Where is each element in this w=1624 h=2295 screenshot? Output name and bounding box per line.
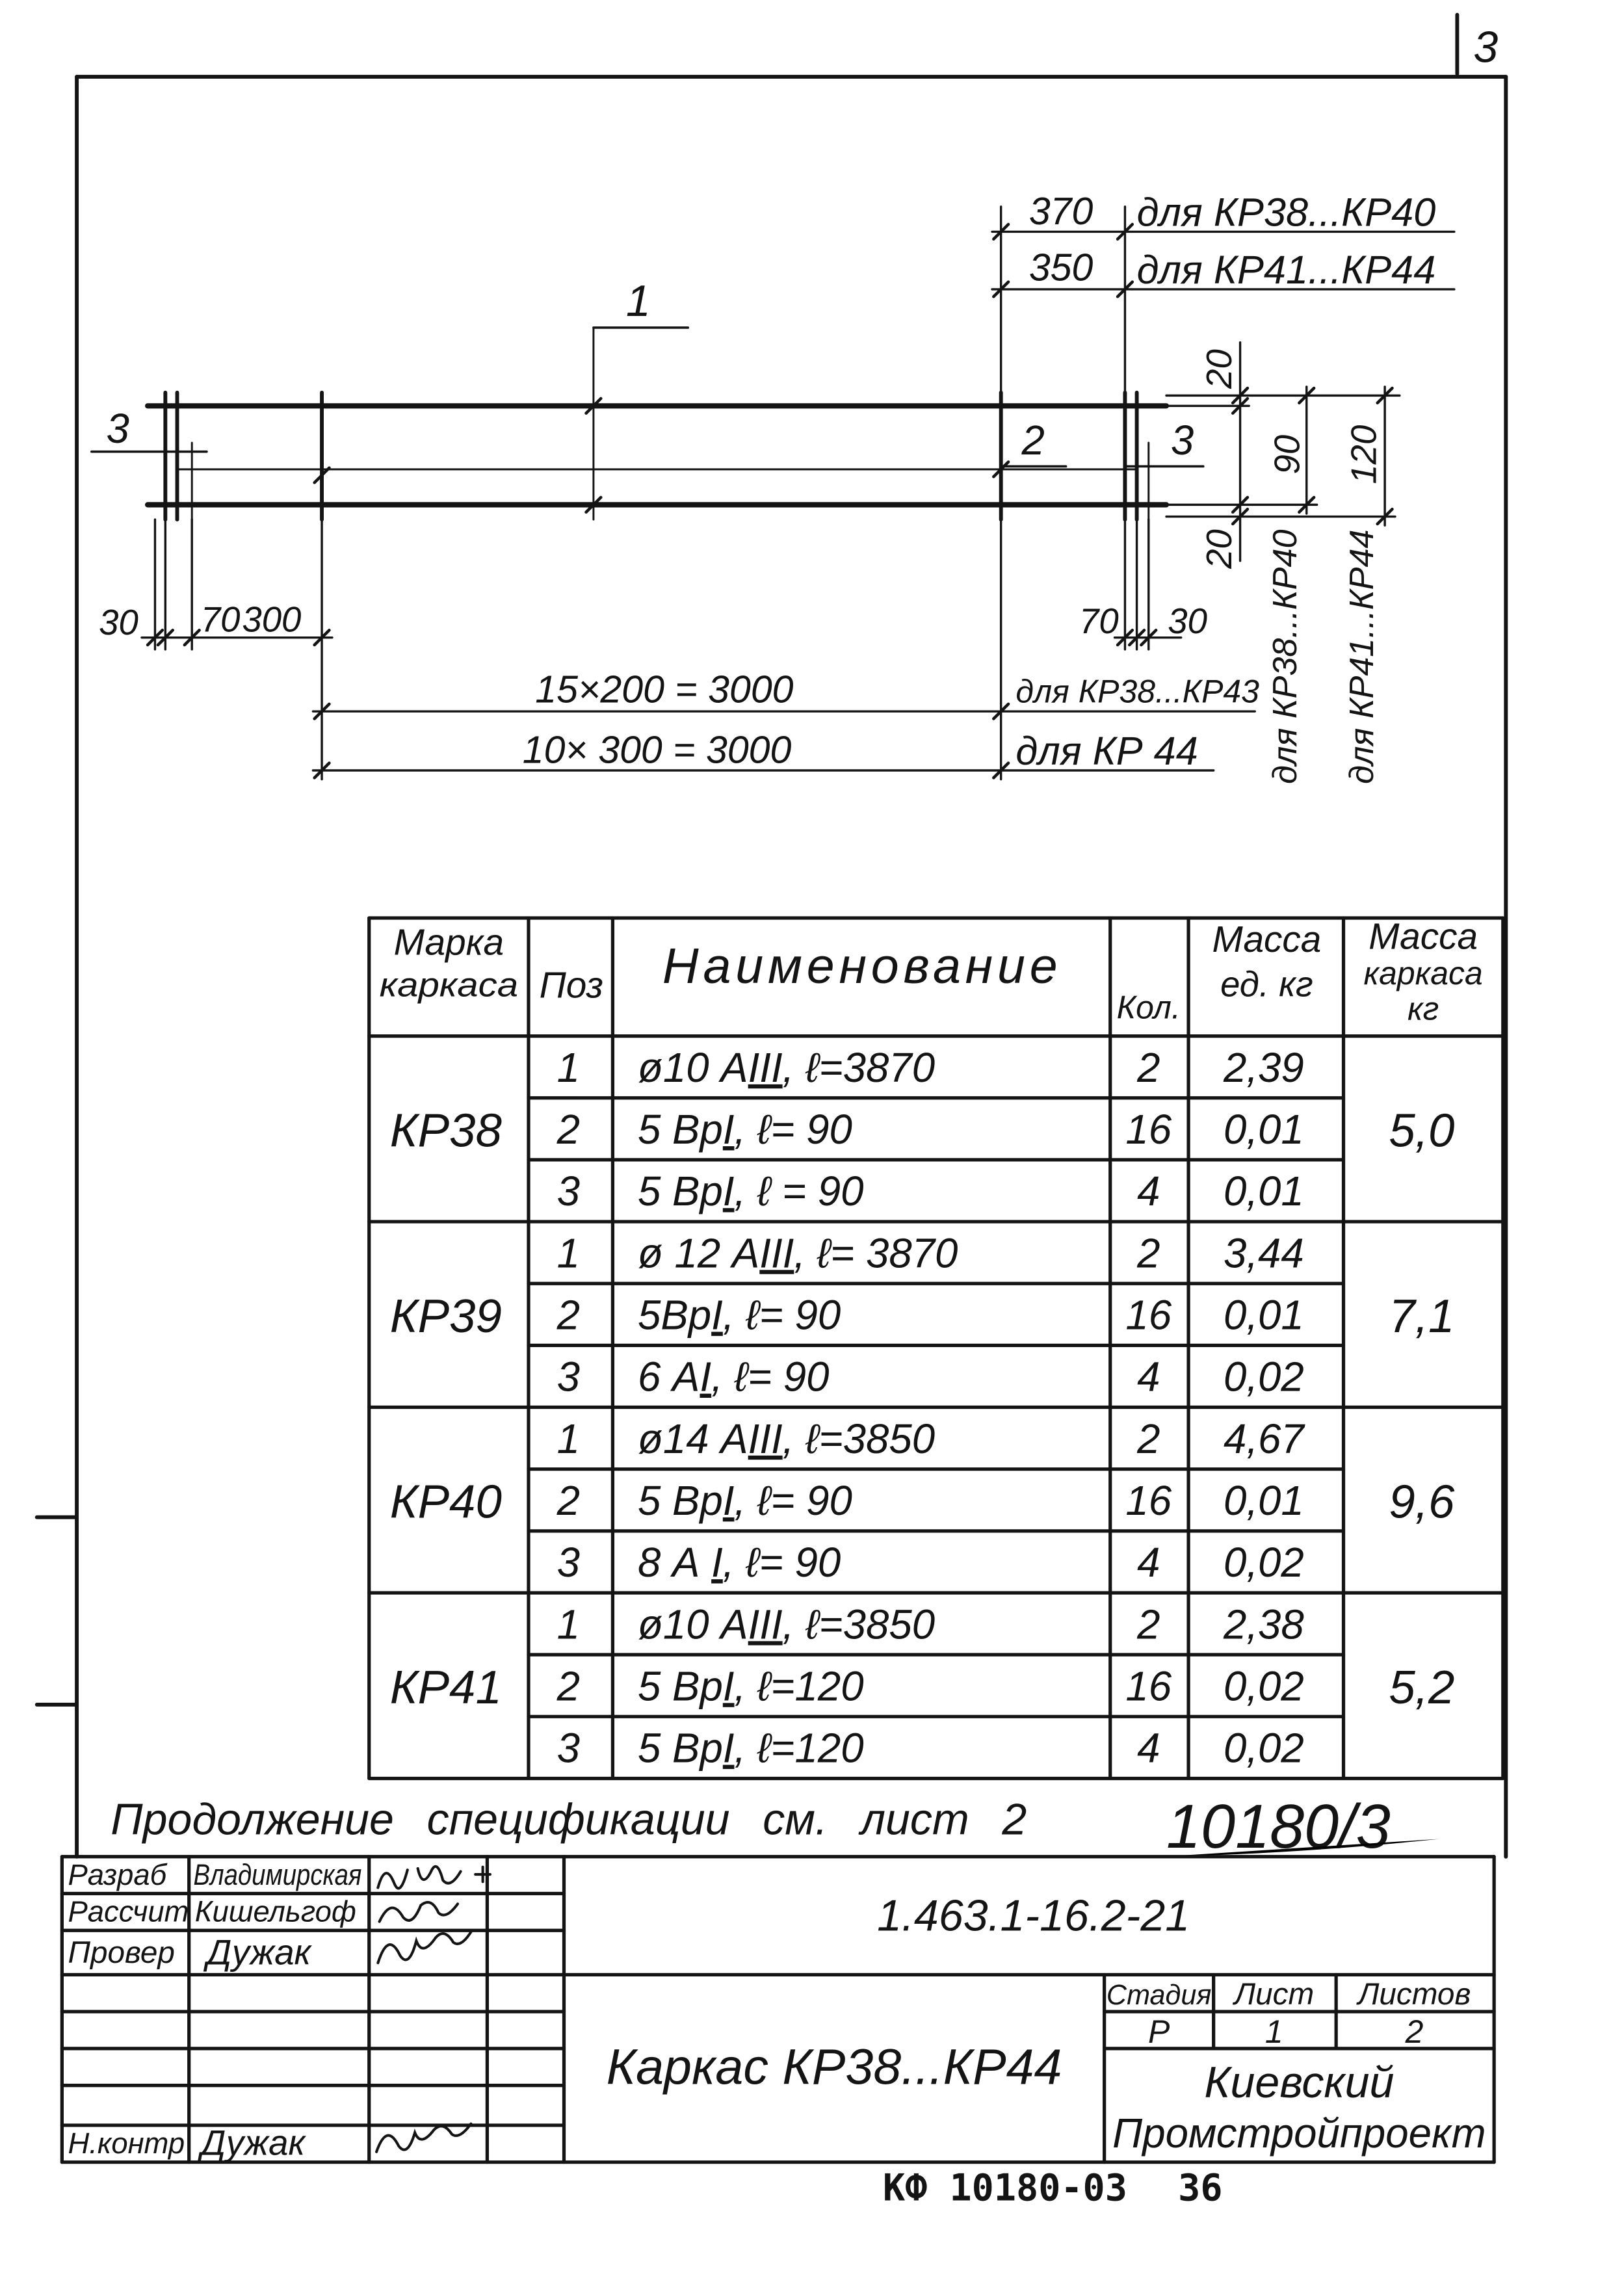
top-dimension-value: 350	[1028, 246, 1094, 289]
pitch-dimension-value: 10× 300 = 3000	[522, 728, 792, 772]
signature	[376, 2124, 471, 2152]
bar-size: 6 А	[638, 1354, 700, 1400]
top-dimension-value: 370	[1028, 190, 1094, 233]
steel-class: III	[759, 1230, 794, 1277]
quantity-cell: 4	[1137, 1354, 1160, 1400]
title-block-main	[607, 1891, 1486, 2157]
steel-class: I	[722, 1168, 735, 1215]
bar-size: ø10 А	[638, 1601, 748, 1648]
position-cell: 3	[557, 1168, 580, 1215]
bar-length: , ℓ= 90	[722, 1292, 841, 1339]
bar-size: 5 Вр	[638, 1477, 723, 1524]
archive-number: 10180/3	[1166, 1792, 1391, 1862]
signatory-name: Дужак	[206, 1932, 311, 1973]
header-position: Поз	[539, 965, 604, 1006]
end-dimension-value: 70	[1079, 601, 1119, 641]
position-cell: 2	[557, 1477, 580, 1524]
bar-size: ø10 А	[638, 1044, 748, 1091]
item-name-cell	[638, 1168, 864, 1214]
specification-table-header	[380, 917, 1483, 1027]
header-frame-mass: каркаса	[1363, 955, 1483, 992]
header-quantity: Кол.	[1116, 989, 1181, 1026]
callout-3-right-label: 3	[1170, 417, 1194, 464]
height-dimension-value: 90	[1267, 434, 1307, 475]
item-name-cell	[638, 1601, 935, 1647]
top-dimension-note: для КР41...КР44	[1136, 247, 1436, 292]
frame-mass-cell: 5,2	[1389, 1660, 1455, 1714]
frame-mark-cell: КР40	[389, 1475, 502, 1528]
item-name-cell	[638, 1230, 958, 1276]
pitch-dimension-note: для КР38...КР43	[1015, 673, 1259, 710]
steel-class: I	[711, 1292, 723, 1339]
top-dimension-note: для КР38...КР40	[1136, 190, 1436, 235]
archive-stamp-code: КФ 10180-03	[883, 2166, 1127, 2210]
quantity-cell: 16	[1125, 1663, 1172, 1710]
steel-class: III	[748, 1601, 783, 1648]
quantity-cell: 16	[1125, 1477, 1172, 1524]
bar-length: , ℓ=3870	[782, 1044, 936, 1091]
frame-mass-cell: 5,0	[1389, 1104, 1455, 1157]
pitch-dimension-note: для КР 44	[1015, 728, 1198, 773]
signatory-name: Владимирская	[193, 1857, 362, 1891]
steel-class: I	[711, 1540, 723, 1586]
bar-size: ø14 А	[638, 1415, 748, 1462]
bar-length: , ℓ=120	[734, 1663, 864, 1710]
position-cell: 1	[557, 1230, 580, 1277]
sheet-value: 1	[1264, 2013, 1283, 2050]
item-name-cell	[638, 1107, 852, 1153]
frame-mass-cell: 9,6	[1389, 1475, 1455, 1528]
specification-table-grid	[369, 918, 1503, 1778]
bar-length: , ℓ= 90	[734, 1107, 852, 1153]
continuation-note: Продолжение спецификации см. лист 2	[111, 1794, 1027, 1844]
position-cell: 2	[557, 1107, 580, 1153]
bar-length: , ℓ=3850	[782, 1601, 936, 1648]
signature	[378, 1867, 490, 1889]
stage-header: Стадия	[1106, 1979, 1212, 2011]
steel-class: I	[722, 1477, 735, 1524]
bar-length: , ℓ= 90	[734, 1477, 852, 1524]
page-number: 3	[1473, 22, 1499, 72]
callout-3-left-label: 3	[106, 406, 129, 452]
header-frame-mass: кг	[1408, 990, 1439, 1027]
unit-mass-cell: 3,44	[1224, 1230, 1304, 1277]
height-dimension-value: 20	[1199, 349, 1239, 389]
callout-2-label: 2	[1021, 417, 1045, 464]
bar-size: 5 Вр	[638, 1168, 723, 1215]
quantity-cell: 4	[1137, 1168, 1160, 1215]
end-dimension-value: 70	[200, 599, 241, 640]
steel-class: I	[722, 1107, 735, 1153]
bar-length: , ℓ=120	[734, 1725, 864, 1772]
position-cell: 3	[557, 1354, 580, 1400]
signatory-role: Разраб	[68, 1857, 167, 1891]
unit-mass-cell: 0,02	[1224, 1663, 1304, 1710]
header-mark: каркаса	[379, 966, 519, 1004]
bar-size: 5 Вр	[638, 1663, 723, 1710]
signatory-role: Рассчит	[68, 1895, 189, 1928]
position-cell: 1	[557, 1601, 580, 1648]
unit-mass-cell: 0,01	[1224, 1292, 1304, 1339]
position-cell: 1	[557, 1044, 580, 1091]
frame-mark-cell: КР39	[389, 1290, 502, 1343]
document-designation: 1.463.1-16.2-21	[877, 1891, 1190, 1941]
sheets-header: Листов	[1357, 1976, 1471, 2012]
bar-size: 5 Вр	[638, 1725, 723, 1772]
position-cell: 2	[557, 1292, 580, 1339]
sheet-header: Лист	[1234, 1976, 1315, 2012]
end-dimension-value: 30	[99, 603, 138, 643]
item-name-cell	[638, 1292, 841, 1339]
unit-mass-cell: 0,02	[1224, 1354, 1304, 1400]
organization-name: Промстройпроект	[1112, 2110, 1486, 2157]
steel-class: I	[722, 1725, 735, 1772]
signature	[378, 1932, 471, 1963]
height-dimension-note: для КР41...КР44	[1342, 529, 1381, 784]
signature	[380, 1902, 458, 1922]
quantity-cell: 16	[1125, 1107, 1172, 1153]
position-cell: 3	[557, 1725, 580, 1772]
height-dimension-value: 120	[1344, 425, 1384, 484]
end-dimension-value: 30	[1168, 601, 1207, 641]
unit-mass-cell: 0,01	[1224, 1168, 1304, 1215]
steel-class: I	[700, 1354, 712, 1400]
sheets-value: 2	[1405, 2013, 1424, 2050]
header-mark: Марка	[393, 922, 504, 964]
steel-class: III	[748, 1044, 783, 1091]
position-cell: 2	[557, 1663, 580, 1710]
height-dimension-note: для КР38...КР40	[1266, 529, 1304, 784]
unit-mass-cell: 0,01	[1224, 1107, 1304, 1153]
position-cell: 3	[557, 1540, 580, 1586]
drawing-annotations	[99, 190, 1435, 784]
signatory-role: Провер	[68, 1935, 175, 1971]
frame-mark-cell: КР41	[389, 1660, 502, 1714]
bar-size: 5Вр	[638, 1292, 712, 1339]
quantity-cell: 2	[1137, 1415, 1160, 1462]
header-name: Наименование	[662, 938, 1062, 994]
stage-value: Р	[1148, 2013, 1170, 2050]
quantity-cell: 2	[1137, 1044, 1160, 1091]
item-name-cell	[638, 1416, 935, 1462]
unit-mass-cell: 0,02	[1224, 1725, 1304, 1772]
bar-length: , ℓ= 90	[722, 1540, 841, 1586]
position-cell: 1	[557, 1415, 580, 1462]
bar-length: , ℓ= 90	[711, 1354, 830, 1400]
steel-class: III	[748, 1415, 783, 1462]
header-unit-mass: ед. кг	[1220, 964, 1313, 1004]
callout-1-label: 1	[625, 276, 651, 326]
unit-mass-cell: 2,38	[1224, 1601, 1304, 1648]
frame-mass-cell: 7,1	[1389, 1290, 1455, 1343]
organization-name: Киевский	[1204, 2057, 1395, 2107]
quantity-cell: 4	[1137, 1540, 1160, 1586]
item-name-cell	[638, 1045, 935, 1091]
quantity-cell: 16	[1125, 1292, 1172, 1339]
quantity-cell: 2	[1137, 1601, 1160, 1648]
bar-length: , ℓ=3850	[782, 1415, 936, 1462]
height-dimension-value: 20	[1199, 529, 1239, 569]
bar-length: , ℓ= 3870	[794, 1230, 958, 1277]
header-unit-mass: Масса	[1212, 919, 1322, 961]
header-frame-mass: Масса	[1369, 916, 1478, 958]
item-name-cell	[638, 1540, 841, 1586]
archive-stamp-page: 36	[1178, 2166, 1223, 2210]
bar-size: 8 А	[638, 1540, 712, 1586]
pitch-dimension-value: 15×200 = 3000	[535, 668, 794, 711]
signatory-name: Дужак	[200, 2123, 306, 2163]
document-title: Каркас КР38...КР44	[606, 2039, 1062, 2095]
signatures	[376, 1867, 490, 2152]
specification-table-body	[369, 1045, 1503, 1779]
bar-size: ø 12 А	[638, 1230, 760, 1277]
unit-mass-cell: 0,01	[1224, 1477, 1304, 1524]
item-name-cell	[638, 1478, 852, 1524]
unit-mass-cell: 0,02	[1224, 1540, 1304, 1586]
bar-length: , ℓ = 90	[734, 1168, 864, 1215]
bar-size: 5 Вр	[638, 1107, 723, 1153]
frame-mark-cell: КР38	[389, 1104, 502, 1157]
item-name-cell	[638, 1663, 864, 1709]
steel-class: I	[722, 1663, 735, 1710]
unit-mass-cell: 2,39	[1224, 1044, 1304, 1091]
unit-mass-cell: 4,67	[1224, 1415, 1304, 1462]
item-name-cell	[638, 1725, 864, 1772]
item-name-cell	[638, 1354, 829, 1400]
signatory-role: Н.контр	[68, 2127, 185, 2160]
quantity-cell: 2	[1137, 1230, 1160, 1277]
signatory-name: Кишельгоф	[194, 1895, 356, 1928]
quantity-cell: 4	[1137, 1725, 1160, 1772]
end-dimension-value: 300	[242, 599, 302, 640]
